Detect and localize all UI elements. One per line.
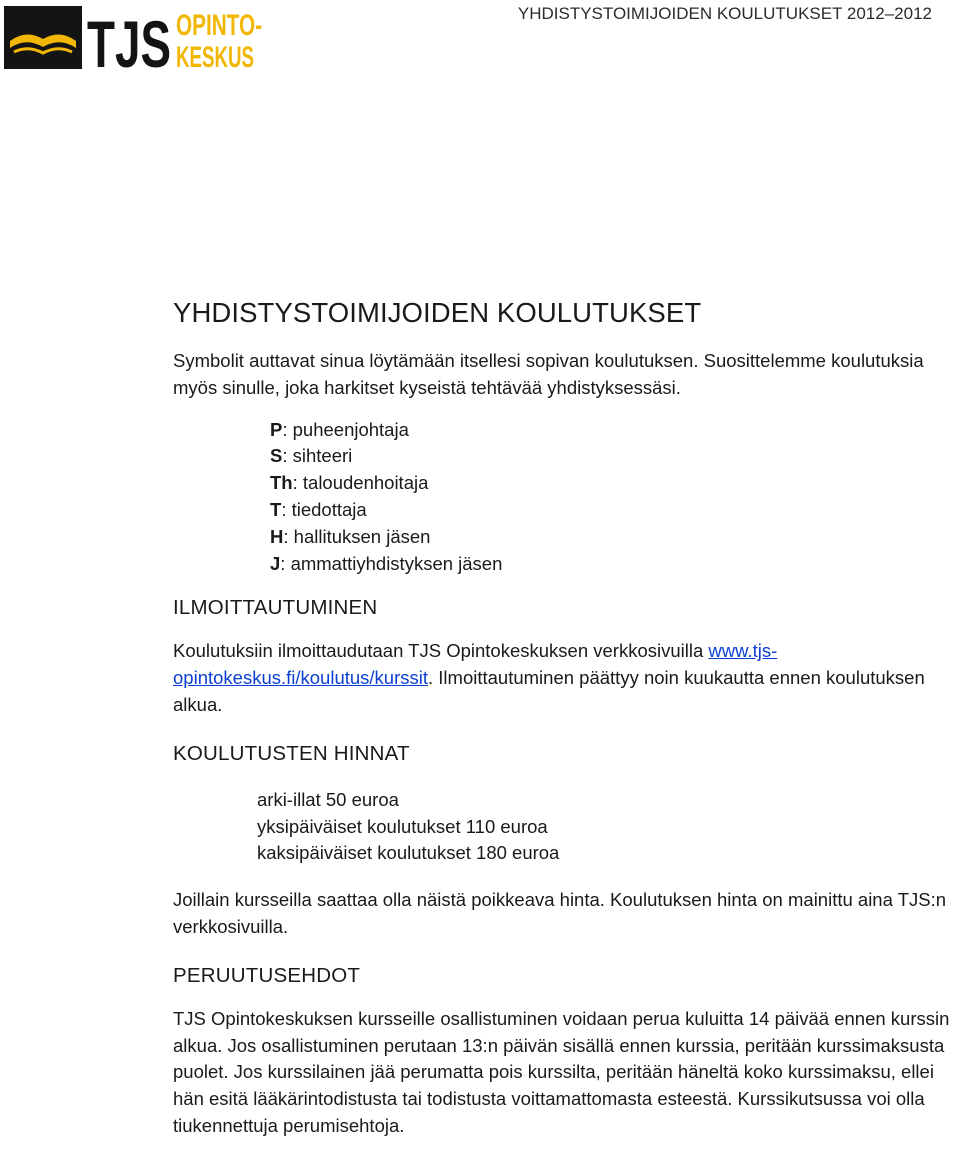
symbol-item-th — [270, 470, 957, 497]
symbol-code: J — [270, 552, 281, 574]
registration-heading: ILMOITTAUTUMINEN — [173, 596, 378, 620]
symbol-label: : ammattiyhdistyksen jäsen — [280, 552, 503, 574]
registration-text-before: Koulutuksiin ilmoittaudutaan TJS Opintokeskuksen verkkosivuilla — [173, 640, 709, 662]
symbol-item-p — [270, 417, 957, 444]
symbol-item-t — [270, 497, 957, 524]
symbol-label: : hallituksen jäsen — [283, 525, 431, 547]
symbol-label: : sihteeri — [282, 445, 353, 467]
symbol-label: : taloudenhoitaja — [292, 472, 429, 494]
prices-note: Joillain kursseilla saattaa olla näistä poikkeava hinta. Koulutuksen hinta on mainittu aina TJS:n verkkosivuilla. — [173, 889, 947, 937]
logo-keskus-text: KESKUS — [176, 41, 254, 74]
symbol-label: : tiedottaja — [281, 498, 367, 520]
cancellation-paragraph: TJS Opintokeskuksen kursseille osallistuminen voidaan perua kuluitta 14 päivää ennen kurssin alkua. Jos osallistuminen perutaan 13:n päivän sisällä ennen kurssia, peritään kurssimaksusta puolet. Jos kurssilainen jää perumatta pois kurssilta, peritään häneltä koko kurssimaksu, ellei hän esitä lääkärintodistusta tai todistusta voittamattomasta esteestä. Kurssikutsussa voi olla tiukennettuja perumisehtoja. — [173, 1007, 950, 1136]
symbol-item-s — [270, 443, 957, 470]
symbol-label: : puheenjohtaja — [282, 418, 409, 440]
price-item: arki-illat 50 euroa — [257, 788, 399, 810]
registration-link[interactable]: www.tjs-opintokeskus.fi/koulutus/kurssit — [173, 640, 778, 689]
document-body — [173, 292, 957, 1140]
symbol-list — [173, 417, 957, 578]
registration-paragraph — [173, 638, 957, 718]
symbol-code: H — [270, 525, 284, 547]
symbol-code: T — [270, 498, 282, 520]
price-item: yksipäiväiset koulutukset 110 euroa — [257, 815, 548, 837]
prices-heading: KOULUTUSTEN HINNAT — [173, 741, 410, 765]
symbol-code: S — [270, 445, 283, 467]
price-item: kaksipäiväiset koulutukset 180 euroa — [257, 842, 560, 864]
logo-tjs-text: TJS — [87, 7, 171, 81]
cancellation-heading: PERUUTUSEHDOT — [173, 963, 361, 987]
page-title: YHDISTYSTOIMIJOIDEN KOULUTUKSET — [173, 297, 702, 328]
symbol-item-j — [270, 551, 957, 578]
tjs-opintokeskus-logo — [4, 3, 266, 81]
price-list — [173, 787, 957, 867]
logo-opinto-text: OPINTO- — [176, 9, 262, 42]
symbol-item-h — [270, 524, 957, 551]
header-title: YHDISTYSTOIMIJOIDEN KOULUTUKSET 2012–2012 — [517, 4, 932, 23]
intro-paragraph: Symbolit auttavat sinua löytämään itsellesi sopivan koulutuksen. Suosittelemme koulutuksia myös sinulle, joka harkitset kyseistä tehtävää yhdistyksessäsi. — [173, 350, 924, 398]
registration-text-after: . Ilmoittautuminen päättyy noin kuukautta ennen koulutuksen alkua. — [173, 667, 925, 715]
symbol-code: Th — [270, 472, 293, 494]
symbol-code: P — [270, 418, 283, 440]
